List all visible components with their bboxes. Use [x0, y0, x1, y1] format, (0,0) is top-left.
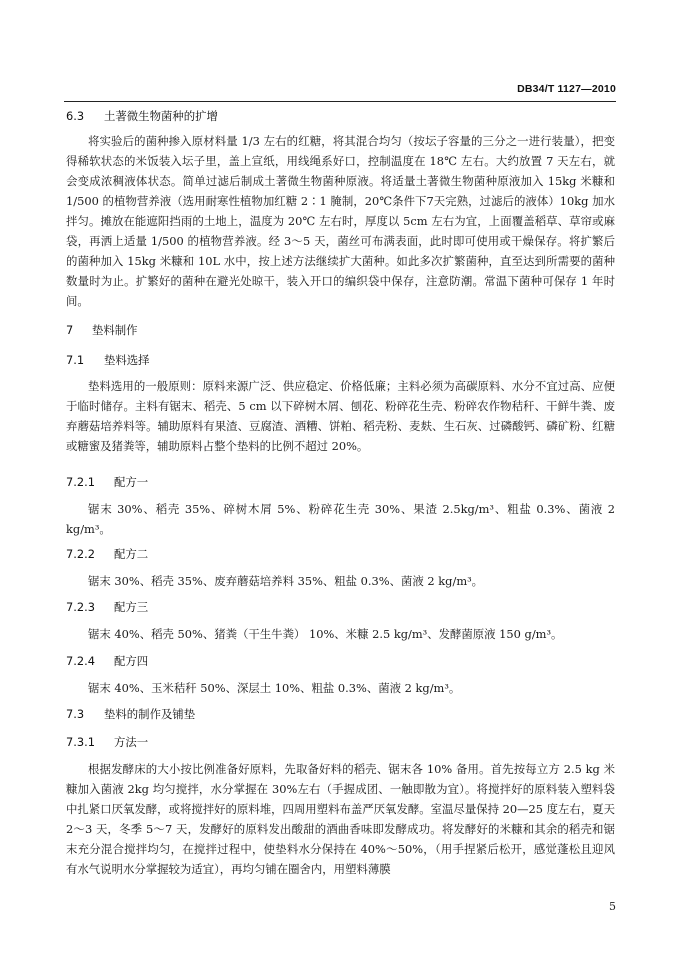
heading-number: 7.2.2: [66, 547, 95, 561]
heading-7-3: [66, 706, 195, 722]
heading-title: 配方一: [114, 475, 149, 489]
heading-7-2-1: [66, 474, 148, 490]
paragraph-7-2-2: 锯末 30%、稻壳 35%、废弃蘑菇培养料 35%、粗盐 0.3%、菌液 2 kg/m³。: [88, 574, 484, 588]
heading-title: 垫料选择: [104, 353, 150, 367]
heading-title: 配方四: [114, 654, 149, 668]
heading-number: 7.1: [66, 353, 85, 367]
heading-7-3-1: [66, 734, 148, 750]
heading-7-2-4: [66, 653, 148, 669]
header-rule: [64, 101, 616, 102]
paragraph-7-2-4: 锯末 40%、玉米秸秆 50%、深层土 10%、粗盐 0.3%、菌液 2 kg/m³。: [88, 681, 461, 695]
paragraph-7-2-1: 锯末 30%、稻壳 35%、碎树木屑 5%、粉碎花生壳 30%、果渣 2.5kg/m³、粗盐 0.3%、菌液 2 kg/m³。: [66, 502, 615, 536]
heading-7-2-2: [66, 546, 148, 562]
heading-number: 7.3.1: [66, 735, 95, 749]
heading-number: 7.2.1: [66, 475, 95, 489]
heading-7: [66, 322, 138, 338]
heading-title: 垫料制作: [92, 323, 138, 337]
heading-7-1: [66, 352, 150, 368]
heading-title: 配方三: [114, 600, 149, 614]
heading-title: 方法一: [114, 735, 149, 749]
paragraph-7-2-3: 锯末 40%、稻壳 50%、猪粪（干生牛粪） 10%、米糠 2.5 kg/m³、发酵菌原液 150 g/m³。: [88, 627, 563, 641]
heading-number: 7.2.4: [66, 654, 95, 668]
heading-title: 配方二: [114, 547, 149, 561]
heading-title: 土著微生物菌种的扩增: [104, 109, 218, 123]
document-id: DB34/T 1127—2010: [517, 83, 616, 95]
paragraph-6-3: 将实验后的菌种掺入原材料量 1/3 左右的红糖，将其混合均匀（按坛子容量的三分之一进行装量），把变得稀软状态的米饭装入坛子里，盖上宣纸，用线绳系好口，控制温度在 18℃ 左右。大约放置 7 天左右，就会变成浓稠液体状态。简单过滤后制成土著微生物菌种原液。将适量土著微生物菌种原液加入 15kg 米糠和 1/500 的植物营养液（选用耐寒性植物加红糖 2∶1 腌制，20℃条件下7天完熟，过滤后的液体）10kg 加水拌匀。摊放在能遮阳挡雨的土地上，温度为 20℃ 左右时，厚度以 5cm 左右为宜，上面覆盖稻草、草帘或麻袋，再洒上适量 1/500 的植物营养液。经 3～5 天，菌丝可布满表面，此时即可使用或干燥保存。将扩繁后的菌种加入 15kg 米糠和 10L 水中，按上述方法继续扩大菌种。如此多次扩繁菌种，直至达到所需要的菌种数量时为止。扩繁好的菌种在避光处晾干，装入开口的编织袋中保存，注意防潮。常温下菌种可保存 1 年时间。: [66, 134, 615, 308]
heading-6-3: [66, 108, 218, 124]
heading-number: 7.2.3: [66, 600, 95, 614]
paragraph-7-1: 垫料选用的一般原则：原料来源广泛、供应稳定、价格低廉；主料必须为高碳原料、水分不宜过高、应便于临时储存。主料有锯末、稻壳、5 cm 以下碎树木屑、刨花、粉碎花生壳、粉碎农作物秸秆、干鲜牛粪、废弃蘑菇培养料等。辅助原料有果渣、豆腐渣、酒糟、饼粕、稻壳粉、麦麸、生石灰、过磷酸钙、磷矿粉、红糖或糖蜜及猪粪等，辅助原料占整个垫料的比例不超过 20%。: [66, 379, 615, 453]
heading-number: 7: [66, 323, 74, 337]
page-number: 5: [609, 900, 616, 913]
heading-title: 垫料的制作及铺垫: [104, 707, 196, 721]
heading-7-2-3: [66, 599, 148, 615]
heading-number: 6.3: [66, 109, 85, 123]
heading-number: 7.3: [66, 707, 85, 721]
paragraph-7-3-1: 根据发酵床的大小按比例准备好原料，先取备好料的稻壳、锯末各 10% 备用。首先按每立方 2.5 kg 米糠加入菌液 2kg 均匀搅拌，水分掌握在 30%左右（手握成团、一触即散为宜）。将搅拌好的原料装入塑料袋中扎紧口厌氧发酵，或将搅拌好的原料堆，四周用塑料布盖严厌氧发酵。室温尽量保持 20—25 度左右，夏天 2～3 天，冬季 5～7 天，发酵好的原料发出酸甜的酒曲香味即发酵成功。将发酵好的米糠和其余的稻壳和锯末充分混合搅拌均匀，在搅拌过程中，使垫料水分保持在 40%～50%，（用手捏紧后松开，感觉蓬松且迎风有水气说明水分掌握较为适宜），再均匀铺在圈舍内，用塑料薄膜: [66, 762, 615, 876]
